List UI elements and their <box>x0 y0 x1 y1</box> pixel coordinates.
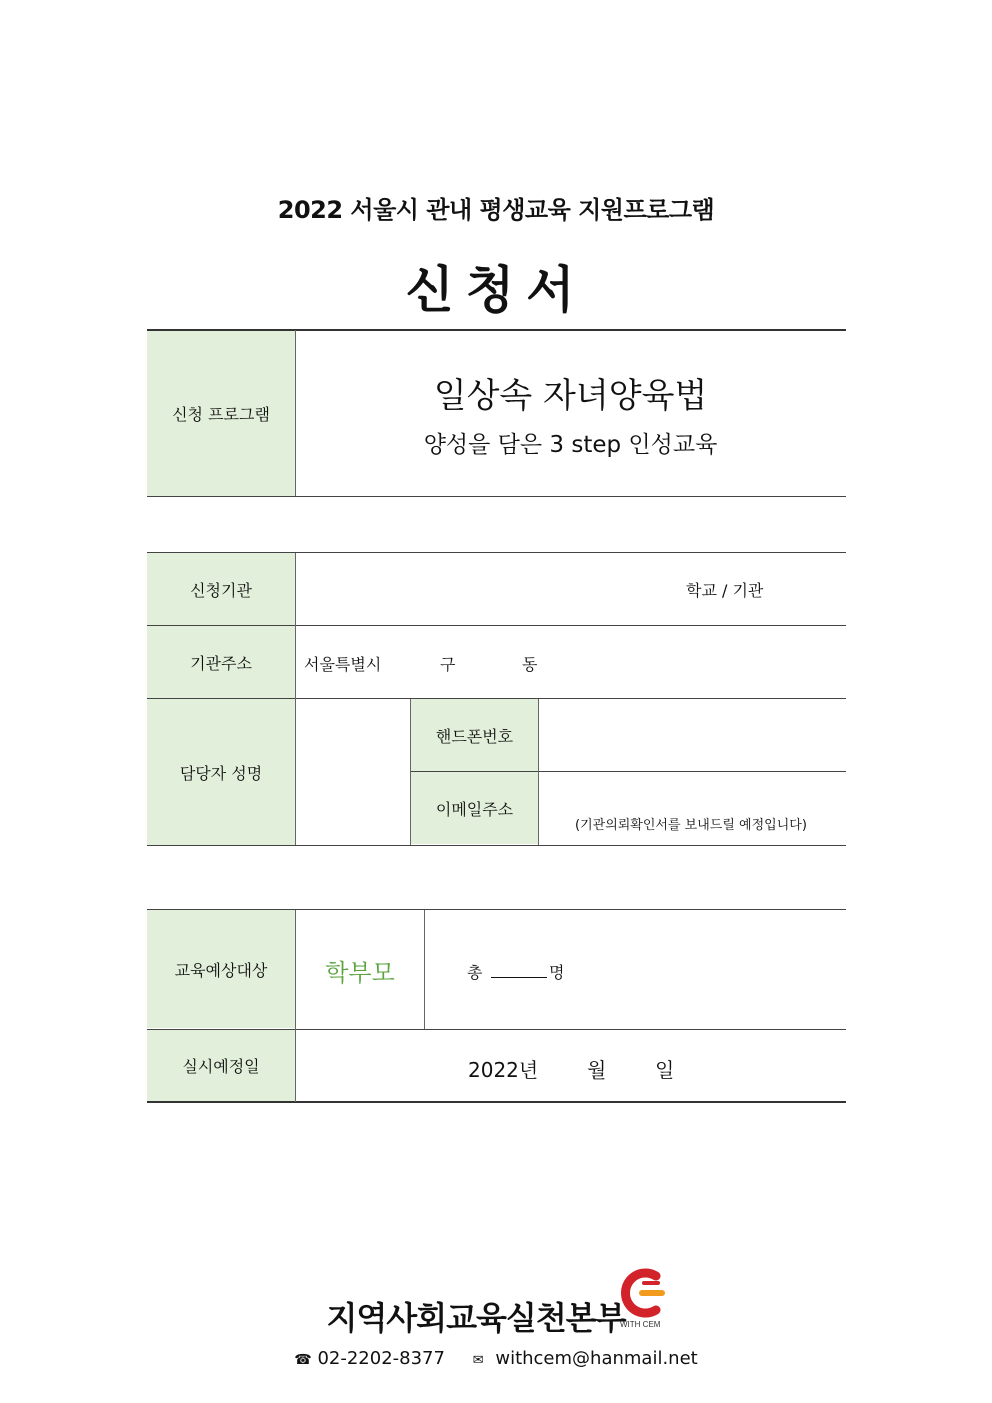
address-city: 서울특별시 <box>304 655 382 674</box>
form-title: 신청서 <box>405 261 587 319</box>
email-field[interactable] <box>539 772 846 844</box>
phone-icon: ☎ <box>294 1352 312 1368</box>
divider <box>147 1029 846 1030</box>
divider <box>295 910 296 1102</box>
divider <box>147 496 846 497</box>
divider <box>147 329 846 331</box>
email-note: (기관의뢰확인서를 보내드릴 예정입니다) <box>575 818 807 833</box>
email-label: 이메일주소 <box>411 772 538 844</box>
org-name: 지역사회교육실천본부 <box>326 1299 626 1337</box>
withcem-logo <box>612 1268 672 1332</box>
divider <box>410 699 411 845</box>
target-value: 학부모 <box>325 959 395 987</box>
count-suffix: 명 <box>549 963 565 982</box>
date-month: 월 <box>587 1058 607 1082</box>
divider <box>147 552 846 553</box>
address-gu: 구 <box>440 655 456 674</box>
program-label: 신청 프로그램 <box>147 330 295 496</box>
phone-number: 02-2202-8377 <box>317 1348 445 1369</box>
phone-field[interactable] <box>539 699 846 771</box>
manager-label: 담당자 성명 <box>147 699 295 845</box>
logo-text: WITH CEM <box>620 1320 661 1329</box>
address-dong: 동 <box>522 655 538 674</box>
phone-label: 핸드폰번호 <box>411 699 538 771</box>
contact-line <box>0 1348 992 1369</box>
divider <box>147 845 846 846</box>
mail-icon: ✉ <box>472 1353 484 1368</box>
divider <box>147 625 846 626</box>
org-type-field[interactable]: 학교 / 기관 <box>686 581 764 600</box>
email-address[interactable]: withcem@hanmail.net <box>495 1348 698 1369</box>
program-title: 일상속 자녀양육법 <box>433 376 708 416</box>
divider <box>147 909 846 910</box>
target-label: 교육예상대상 <box>147 910 295 1028</box>
count-prefix: 총 <box>467 963 483 982</box>
address-label: 기관주소 <box>147 626 295 698</box>
count-blank[interactable] <box>491 977 547 978</box>
org-label: 신청기관 <box>147 553 295 625</box>
date-label: 실시예정일 <box>147 1030 295 1101</box>
form-subtitle: 2022 서울시 관내 평생교육 지원프로그램 <box>277 196 715 224</box>
divider <box>147 1101 846 1103</box>
manager-name-field[interactable] <box>296 699 410 845</box>
date-year: 2022년 <box>468 1058 539 1082</box>
divider <box>424 910 425 1029</box>
date-day: 일 <box>655 1058 675 1082</box>
program-subtitle: 양성을 담은 3 step 인성교육 <box>423 432 718 458</box>
